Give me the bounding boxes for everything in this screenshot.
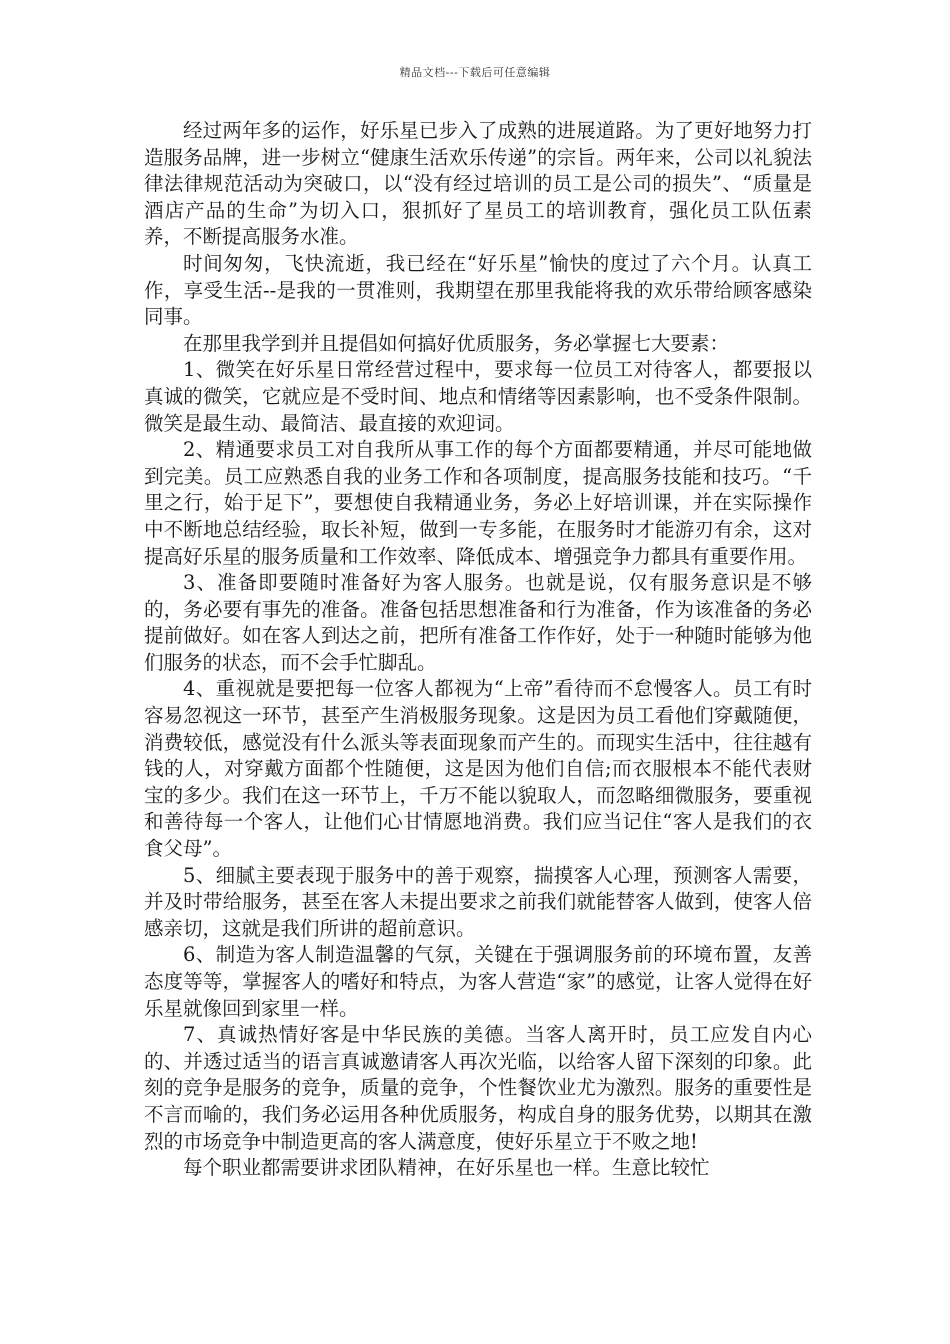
- document-body: [144, 118, 812, 1182]
- paragraph-teamwork: 每个职业都需要讲求团队精神，在好乐星也一样。生意比较忙: [183, 1156, 710, 1180]
- paragraph-item-1-smile: 1、微笑在好乐星日常经营过程中，要求每一位员工对待客人，都要报以真诚的微笑，它就应是不受时间、地点和情绪等因素影响，也不受条件限制。微笑是最生动、最简洁、最直接的欢迎词。: [144, 358, 812, 435]
- page-header: 精品文档---下载后可任意编辑: [399, 66, 551, 79]
- paragraph-item-2-proficiency: 2、精通要求员工对自我所从事工作的每个方面都要精通，并尽可能地做到完美。员工应熟悉自我的业务工作和各项制度，提高服务技能和技巧。“千里之行，始于足下”，要想使自我精通业务，务必上好培训课，并在实际操作中不断地总结经验，取长补短，做到一专多能，在服务时才能游刃有余，这对提高好乐星的服务质量和工作效率、降低成本、增强竞争力都具有重要作用。: [144, 438, 812, 568]
- paragraph-item-5-attentiveness: 5、细腻主要表现于服务中的善于观察，揣摸客人心理，预测客人需要，并及时带给服务，甚至在客人未提出要求之前我们就能替客人做到，使客人倍感亲切，这就是我们所讲的超前意识。: [144, 863, 812, 940]
- paragraph-time: 时间匆匆，飞快流逝，我已经在“好乐星”愉快的度过了六个月。认真工作，享受生活--是我的一贯准则，我期望在那里我能将我的欢乐带给顾客感染同事。: [144, 251, 812, 329]
- paragraph-item-3-preparation: 3、准备即要随时准备好为客人服务。也就是说，仅有服务意识是不够的，务必要有事先的准备。准备包括思想准备和行为准备，作为该准备的务必提前做好。如在客人到达之前，把所有准备工作作好，处于一种随时能够为他们服务的状态，而不会手忙脚乱。: [144, 571, 812, 674]
- paragraph-item-7-sincerity: 7、真诚热情好客是中华民族的美德。当客人离开时，员工应发自内心的、并透过适当的语言真诚邀请客人再次光临，以给客人留下深刻的印象。此刻的竞争是服务的竞争，质量的竞争，个性餐饮业尤为激烈。服务的重要性是不言而喻的，我们务必运用各种优质服务，构成自身的服务优势，以期其在激烈的市场竞争中制造更高的客人满意度，使好乐星立于不败之地!: [144, 1023, 812, 1153]
- paragraph-intro: 经过两年多的运作，好乐星已步入了成熟的进展道路。为了更好地努力打造服务品牌，进一步树立“健康生活欢乐传递”的宗旨。两年来，公司以礼貌法律法律规范活动为突破口，以“没有经过培训的员工是公司的损失”、“质量是酒店产品的生命”为切入口，狠抓好了星员工的培训教育，强化员工队伍素养，不断提高服务水准。: [144, 119, 812, 249]
- paragraph-seven-elements: 在那里我学到并且提倡如何搞好优质服务，务必掌握七大要素：: [183, 331, 730, 355]
- paragraph-item-6-atmosphere: 6、制造为客人制造温馨的气氛，关键在于强调服务前的环境布置，友善态度等等，掌握客人的嗜好和特点，为客人营造“家”的感觉，让客人觉得在好乐星就像回到家里一样。: [144, 943, 812, 1020]
- paragraph-item-4-attention: 4、重视就是要把每一位客人都视为“上帝”看待而不怠慢客人。员工有时容易忽视这一环节，甚至产生消极服务现象。这是因为员工看他们穿戴随便，消费较低，感觉没有什么派头等表面现象而产生的。而现实生活中，往往越有钱的人，对穿戴方面都个性随便，这是因为他们自信;而衣服根本不能代表财宝的多少。我们在这一环节上，千万不能以貌取人，而忽略细微服务，要重视和善待每一个客人，让他们心甘情愿地消费。我们应当记住“客人是我们的衣食父母”。: [144, 677, 812, 861]
